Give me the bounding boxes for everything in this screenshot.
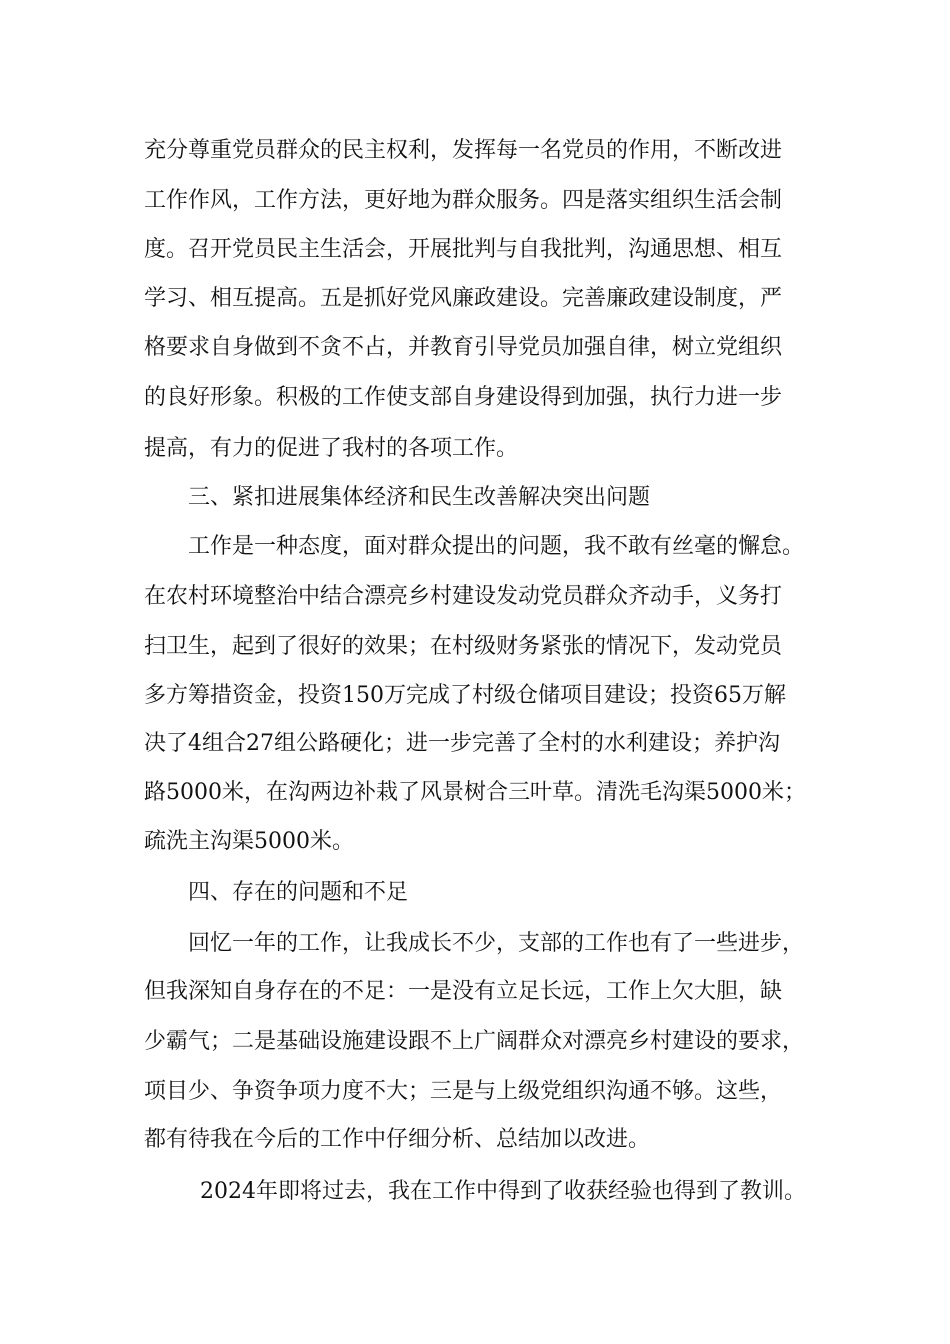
body-line: 提高，有力的促进了我村的各项工作。 [144, 436, 519, 461]
body-line: 决了4组合27组公路硬化；进一步完善了全村的水利建设；养护沟 [144, 731, 780, 756]
body-line: 但我深知自身存在的不足：一是没有立足长远，工作上欠大胆，缺 [144, 979, 783, 1004]
body-line: 工作作风，工作方法，更好地为群众服务。四是落实组织生活会制 [144, 188, 783, 213]
body-line: 路5000米，在沟两边补栽了风景树合三叶草。清洗毛沟渠5000米； [144, 780, 806, 805]
body-line: 扫卫生，起到了很好的效果；在村级财务紧张的情况下，发动党员 [144, 634, 783, 659]
body-line: 度。召开党员民主生活会，开展批判与自我批判，沟通思想、相互 [144, 237, 783, 262]
body-line: 疏洗主沟渠5000米。 [144, 829, 354, 854]
body-line: 少霸气；二是基础设施建设跟不上广阔群众对漂亮乡村建设的要求， [144, 1029, 805, 1054]
body-line: 项目少、争资争项力度不大；三是与上级党组织沟通不够。这些， [144, 1079, 783, 1104]
body-line: 充分尊重党员群众的民主权利，发挥每一名党员的作用，不断改进 [144, 138, 783, 163]
section-heading: 三、紧扣进展集体经济和民生改善解决突出问题 [188, 485, 651, 510]
body-line: 2024年即将过去，我在工作中得到了收获经验也得到了教训。 [200, 1179, 806, 1204]
body-line: 在农村环境整治中结合漂亮乡村建设发动党员群众齐动手，义务打 [144, 584, 783, 609]
body-line: 多方筹措资金，投资150万完成了村级仓储项目建设；投资65万解 [144, 683, 786, 708]
body-line: 学习、相互提高。五是抓好党风廉政建设。完善廉政建设制度，严 [144, 286, 783, 311]
section-heading: 四、存在的问题和不足 [188, 880, 409, 905]
body-line: 都有待我在今后的工作中仔细分析、总结加以改进。 [144, 1127, 651, 1152]
body-line: 格要求自身做到不贪不占，并教育引导党员加强自律，树立党组织 [144, 335, 783, 360]
body-line: 回忆一年的工作，让我成长不少，支部的工作也有了一些进步， [188, 931, 805, 956]
body-line: 的良好形象。积极的工作使支部自身建设得到加强，执行力进一步 [144, 385, 783, 410]
body-line: 工作是一种态度，面对群众提出的问题，我不敢有丝毫的懈怠。 [188, 534, 805, 559]
